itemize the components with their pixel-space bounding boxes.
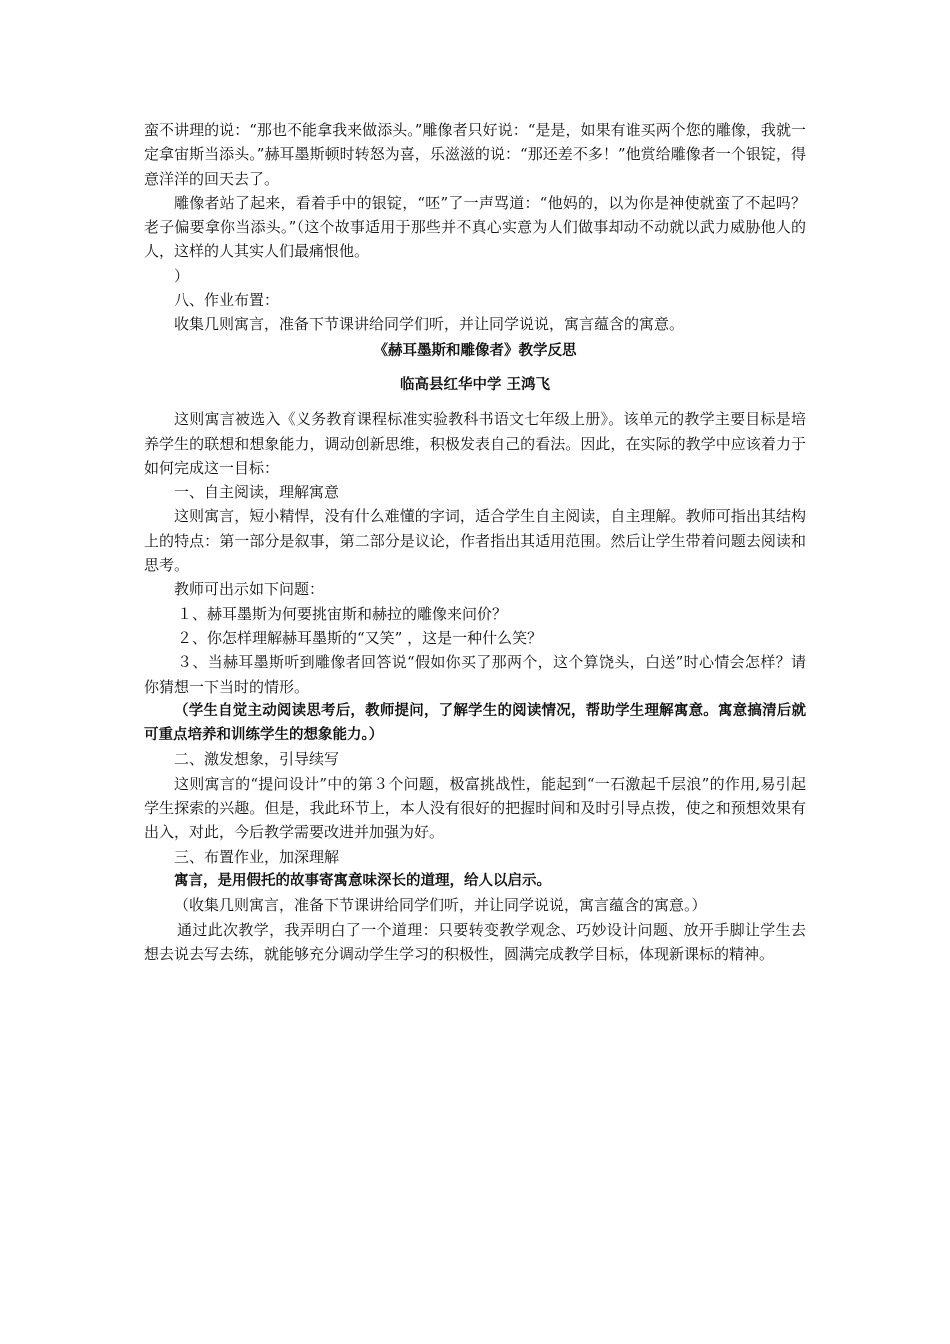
story-paragraph-2: 雕像者站了起来，看着手中的银锭，“呸”了一声骂道：“他妈的，以为你是神使就蛮了不起吗？老子偏要拿你当添头。”（这个故事适用于那些并不真心实意为人们做事却动不动就以武力威胁他人的人，这样的人其实人们最痛恨他。 — [144, 193, 806, 261]
reflection-intro: 这则寓言被选入《义务教育课程标准实验教科书语文七年级上册》。该单元的教学主要目标是培养学生的联想和想象能力，调动创新思维，积极发表自己的看法。因此，在实际的教学中应该着力于如何完成这一目标： — [144, 410, 806, 477]
document-page — [144, 118, 806, 966]
bold-note: （学生自觉主动阅读思考后，教师提问，了解学生的阅读情况，帮助学生理解寓意。寓意搞清后就可重点培养和训练学生的想象能力。） — [144, 702, 806, 744]
section2-text: 这则寓言的“提问设计”中的第３个问题，极富挑战性，能起到“一石激起千层浪”的作用,易引起学生探索的兴趣。但是，我此环节上，本人没有很好的把握时间和及时引导点拨，使之和预想效果有出入，对此，今后教学需要改进并加强为好。 — [144, 774, 806, 842]
homework-text: 收集几则寓言，准备下节课讲给同学们听，并让同学说说，寓言蕴含的寓意。 — [174, 315, 685, 334]
section3-heading: 三、布置作业，加深理解 — [174, 847, 340, 866]
question-2: ２、你怎样理解赫耳墨斯的“又笑” ，这是一种什么笑？ — [177, 628, 543, 647]
section1-heading: 一、自主阅读，理解寓意 — [174, 483, 340, 502]
story-paragraph-2-close: ） — [174, 266, 190, 285]
question-1: １、赫耳墨斯为何要挑宙斯和赫拉的雕像来问价？ — [177, 604, 508, 623]
question-3: ３、当赫耳墨斯听到雕像者回答说“假如你买了那两个，这个算饶头，白送”时心情会怎样？请你猜想一下当时的情形。 — [144, 653, 806, 696]
story-paragraph-1: 蛮不讲理的说：“那也不能拿我来做添头。”雕像者只好说：“是是，如果有谁买两个您的雕像，我就一定拿宙斯当添头。”赫耳墨斯顿时转怒为喜，乐滋滋的说：“那还差不多！”他赏给雕像者一个银锭，得意洋洋的回天去了。 — [144, 121, 806, 188]
homework-heading: 八、作业布置： — [174, 291, 280, 310]
questions-intro: 教师可出示如下问题： — [174, 580, 325, 599]
section1-text: 这则寓言，短小精悍，没有什么难懂的字词，适合学生自主阅读，自主理解。教师可指出其结构上的特点：第一部分是叙事，第二部分是议论，作者指出其适用范围。然后让学生带着问题去阅读和思考。 — [144, 507, 806, 575]
bold-definition: 寓言，是用假托的故事寄寓意味深长的道理，给人以启示。 — [174, 872, 551, 889]
reflection-title: 《赫耳墨斯和雕像者》教学反思 — [373, 342, 577, 359]
section2-heading: 二、激发想象，引导续写 — [174, 750, 340, 769]
section3-text: （收集几则寓言，准备下节课讲给同学们听，并让同学说说，寓言蕴含的寓意。） — [174, 896, 707, 915]
conclusion: 通过此次教学，我弄明白了一个道理：只要转变教学观念、巧妙设计问题、放开手脚让学生去想去说去写去练，就能够充分调动学生学习的积极性，圆满完成教学目标，体现新课标的精神。 — [144, 920, 806, 963]
reflection-author: 临高县红华中学 王鸿飞 — [399, 376, 551, 393]
